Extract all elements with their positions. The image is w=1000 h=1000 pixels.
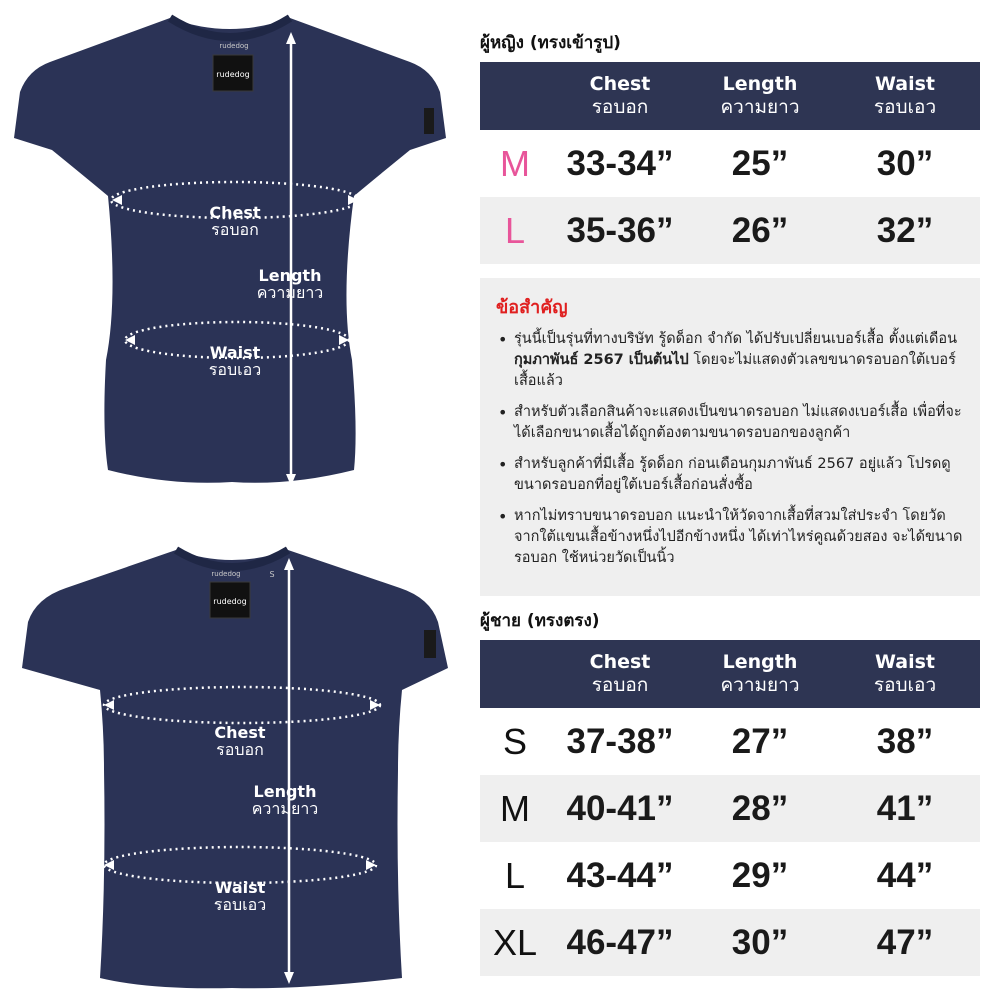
men-header-chest: Chest รอบอก xyxy=(589,651,651,696)
men-neck-label-text: rudedog xyxy=(213,597,247,606)
men-length-label xyxy=(240,783,330,818)
women-neck-label-text: rudedog xyxy=(216,70,250,79)
women-header-length: Length ความยาว xyxy=(720,73,800,118)
men-length-label-en: Length xyxy=(253,782,317,801)
men-length-label-th: ความยาว xyxy=(251,799,319,819)
list-item: • รุ่นนี้เป็นรุ่นที่ทางบริษัท รู้ดด็อก จำกัด ได้ปรับเปลี่ยนเบอร์เสื้อ ตั้งแต่เดือนกุมภาพันธ์ 2567 เป็นต้นไป โดยจะไม่แสดงตัวเลขขนาดรอบอกใต้เบอร์เสื้อแล้ว xyxy=(496,329,964,392)
men-size-m: M xyxy=(500,787,530,829)
women-size-m: M xyxy=(500,142,530,184)
men-waist-s: 38” xyxy=(876,721,934,761)
men-waist-label-en: Waist xyxy=(214,878,266,897)
women-length-m: 25” xyxy=(731,143,789,183)
list-item: • หากไม่ทราบขนาดรอบอก แนะนำให้วัดจากเสื้อที่สวมใส่ประจำ โดยวัดจากใต้แขนเสื้อข้างหนึ่งไปอีกข้างหนึ่ง ได้เท่าไหร่คูณด้วยสอง จะได้ขนาดรอบอก ใช้หน่วยวัดเป็นนิ้ว xyxy=(496,506,964,569)
men-length-l: 29” xyxy=(731,855,789,895)
women-chest-m: 33-34” xyxy=(566,143,674,183)
men-chest-label-en: Chest xyxy=(214,723,266,742)
men-size-s: S xyxy=(502,720,527,762)
men-table-header xyxy=(480,640,980,708)
table-row xyxy=(480,842,980,909)
women-length-l: 26” xyxy=(731,210,789,250)
women-table-header xyxy=(480,62,980,130)
men-chest-xl: 46-47” xyxy=(566,922,674,962)
women-waist-label xyxy=(195,344,275,379)
women-section-title: ผู้หญิง (ทรงเข้ารูป) xyxy=(480,33,621,53)
list-item: • สำหรับตัวเลือกสินค้าจะแสดงเป็นขนาดรอบอก ไม่แสดงเบอร์เสื้อ เพื่อที่จะได้เลือกขนาดเสื้อได้ถูกต้องตามขนาดรอบอกของลูกค้า xyxy=(496,402,964,444)
men-size-print: S xyxy=(269,570,275,579)
women-header-waist: Waist รอบเอว xyxy=(873,73,937,118)
men-chest-label xyxy=(200,724,280,759)
table-row xyxy=(480,197,980,264)
women-shirt-diagram xyxy=(0,0,460,500)
notice-list xyxy=(496,329,964,569)
women-chest-label-en: Chest xyxy=(209,203,261,222)
men-waist-xl: 47” xyxy=(876,922,934,962)
women-header-chest: Chest รอบอก xyxy=(589,73,651,118)
women-length-label xyxy=(245,267,335,302)
men-chest-l: 43-44” xyxy=(566,855,674,895)
men-waist-m: 41” xyxy=(876,788,934,828)
table-row xyxy=(480,130,980,197)
men-waist-label-th: รอบเอว xyxy=(213,895,267,915)
men-header-length: Length ความยาว xyxy=(720,651,800,696)
men-length-xl: 30” xyxy=(731,922,789,962)
men-section-title: ผู้ชาย (ทรงตรง) xyxy=(480,611,600,631)
list-item: • สำหรับลูกค้าที่มีเสื้อ รู้ดด็อก ก่อนเดือนกุมภาพันธ์ 2567 อยู่แล้ว โปรดดูขนาดรอบอกที่อยู่ใต้เบอร์เสื้อก่อนสั่งซื้อ xyxy=(496,454,964,496)
women-chest-label xyxy=(195,204,275,239)
women-chest-l: 35-36” xyxy=(566,210,674,250)
men-size-table xyxy=(480,640,980,976)
women-length-label-en: Length xyxy=(258,266,322,285)
women-sleeve-tag xyxy=(424,108,434,134)
men-header-waist: Waist รอบเอว xyxy=(873,651,937,696)
men-waist-l: 44” xyxy=(876,855,934,895)
men-length-s: 27” xyxy=(731,721,789,761)
women-waist-l: 32” xyxy=(876,210,934,250)
table-row xyxy=(480,909,980,976)
men-size-l: L xyxy=(504,854,526,896)
table-row xyxy=(480,775,980,842)
women-waist-label-th: รอบเอว xyxy=(208,360,262,380)
table-row xyxy=(480,708,980,775)
women-waist-m: 30” xyxy=(876,143,934,183)
notice-title: ข้อสำคัญ xyxy=(496,297,568,318)
women-size-table xyxy=(480,62,980,264)
men-waist-label xyxy=(200,879,280,914)
important-notice xyxy=(480,278,980,596)
women-length-label-th: ความยาว xyxy=(256,283,324,303)
women-size-l: L xyxy=(504,209,526,251)
men-shirt-diagram xyxy=(0,540,460,1000)
men-chest-label-th: รอบอก xyxy=(216,740,264,760)
men-size-xl: XL xyxy=(492,921,538,963)
men-collar-print: rudedog xyxy=(211,570,241,578)
women-shirt-image xyxy=(0,0,460,500)
women-collar-print: rudedog xyxy=(219,42,249,50)
men-shirt-image xyxy=(0,540,460,1000)
women-chest-label-th: รอบอก xyxy=(211,220,259,240)
men-chest-s: 37-38” xyxy=(566,721,674,761)
women-waist-label-en: Waist xyxy=(209,343,261,362)
men-chest-m: 40-41” xyxy=(566,788,674,828)
men-length-m: 28” xyxy=(731,788,789,828)
men-sleeve-tag xyxy=(424,630,436,658)
